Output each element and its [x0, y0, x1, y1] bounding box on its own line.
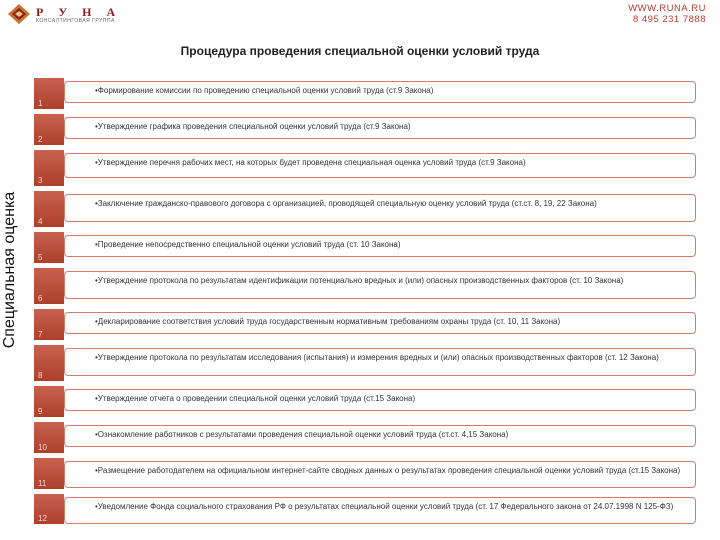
step-6	[34, 268, 704, 304]
page-title: Процедура проведения специальной оценки условий труда	[180, 44, 540, 58]
step-5	[34, 232, 704, 263]
step-bar	[64, 117, 696, 139]
company-logo[interactable]	[8, 4, 138, 24]
step-8	[34, 345, 704, 381]
logo-name: Р У Н А	[36, 5, 122, 19]
step-1	[34, 78, 704, 109]
step-number-box	[34, 345, 64, 381]
step-number-box	[34, 422, 64, 453]
step-number-box	[34, 309, 64, 340]
step-number-box	[34, 494, 64, 524]
step-number: 9	[38, 407, 43, 416]
step-number: 4	[38, 217, 43, 226]
step-bar	[64, 153, 696, 178]
step-bar	[64, 389, 696, 411]
step-text: •Утверждение отчета о проведении специальной оценки условий труда (ст.15 Закона)	[95, 394, 416, 403]
phone-number: 8 495 231 7888	[632, 14, 706, 25]
runa-logo-icon	[8, 4, 30, 24]
step-12	[34, 494, 704, 524]
step-bar	[64, 81, 696, 103]
step-number: 5	[38, 253, 43, 262]
step-bar	[64, 194, 696, 222]
header	[0, 0, 720, 28]
step-text: •Утверждение протокола по результатам исследования (испытания) и измерения вредных и (или) опасных производственных факторов (ст. 12 Закона)	[95, 353, 659, 362]
step-bar	[64, 425, 696, 447]
step-text: •Ознакомление работников с результатами проведения специальной оценки условий труда (ст.ст. 4,15 Закона)	[95, 430, 509, 439]
step-bar	[64, 312, 696, 334]
step-text: •Уведомление Фонда социального страхования РФ о результатах специальной оценки условий труда (ст. 17 Федерального закона от 24.07.1998 N 125-ФЗ)	[95, 502, 674, 511]
step-text: •Проведение непосредственно специальной оценки условий труда (ст. 10 Закона)	[95, 240, 401, 249]
step-text: •Формирование комиссии по проведению специальной оценки условий труда (ст.9 Закона)	[95, 86, 434, 95]
step-bar	[64, 235, 696, 257]
step-number: 8	[38, 371, 43, 380]
step-number-box	[34, 232, 64, 263]
step-bar	[64, 461, 696, 488]
step-number: 11	[38, 479, 47, 488]
step-number: 2	[38, 135, 43, 144]
step-number: 12	[38, 514, 47, 523]
step-3	[34, 150, 704, 186]
steps-list	[34, 78, 704, 524]
step-text: •Утверждение графика проведения специальной оценки условий труда (ст.9 Закона)	[95, 122, 411, 131]
step-number: 1	[38, 99, 43, 108]
step-text: •Размещение работодателем на официальном интернет-сайте сводных данных о результатах проведения специальной оценки условий труда (ст.15 Закона)	[95, 466, 681, 475]
step-number-box	[34, 114, 64, 145]
step-number-box	[34, 191, 64, 227]
step-11	[34, 458, 704, 489]
step-text: •Утверждение перечня рабочих мест, на которых будет проведена специальная оценка условий труда (ст.9 Закона)	[95, 158, 526, 167]
step-bar	[64, 348, 696, 376]
step-number: 6	[38, 294, 43, 303]
step-number: 7	[38, 330, 43, 339]
step-4	[34, 191, 704, 227]
step-text: •Декларирование соответствия условий труда государственным нормативным требованиям охраны труда (ст. 10, 11 Закона)	[95, 317, 561, 326]
step-number-box	[34, 150, 64, 186]
step-text: •Утверждение протокола по результатам идентификации потенциально вредных и (или) опасных производственных факторов (ст. 10 Закона)	[95, 276, 624, 285]
step-bar	[64, 497, 696, 524]
step-10	[34, 422, 704, 453]
step-number: 10	[38, 443, 47, 452]
step-bar	[64, 271, 696, 299]
step-2	[34, 114, 704, 145]
side-label: Специальная оценка	[1, 191, 18, 349]
website-link[interactable]: WWW.RUNA.RU	[628, 3, 706, 14]
step-number-box	[34, 78, 64, 109]
step-number: 3	[38, 176, 43, 185]
logo-subtitle: КОНСАЛТИНГОВАЯ ГРУППА	[36, 18, 115, 24]
step-number-box	[34, 386, 64, 417]
contact-info	[628, 3, 706, 25]
step-9	[34, 386, 704, 417]
step-number-box	[34, 458, 64, 489]
step-7	[34, 309, 704, 340]
step-number-box	[34, 268, 64, 304]
step-text: •Заключение гражданско-правового договора с организацией, проводящей специальную оценку условий труда (ст.ст. 8, 19, 22 Закона)	[95, 199, 597, 208]
